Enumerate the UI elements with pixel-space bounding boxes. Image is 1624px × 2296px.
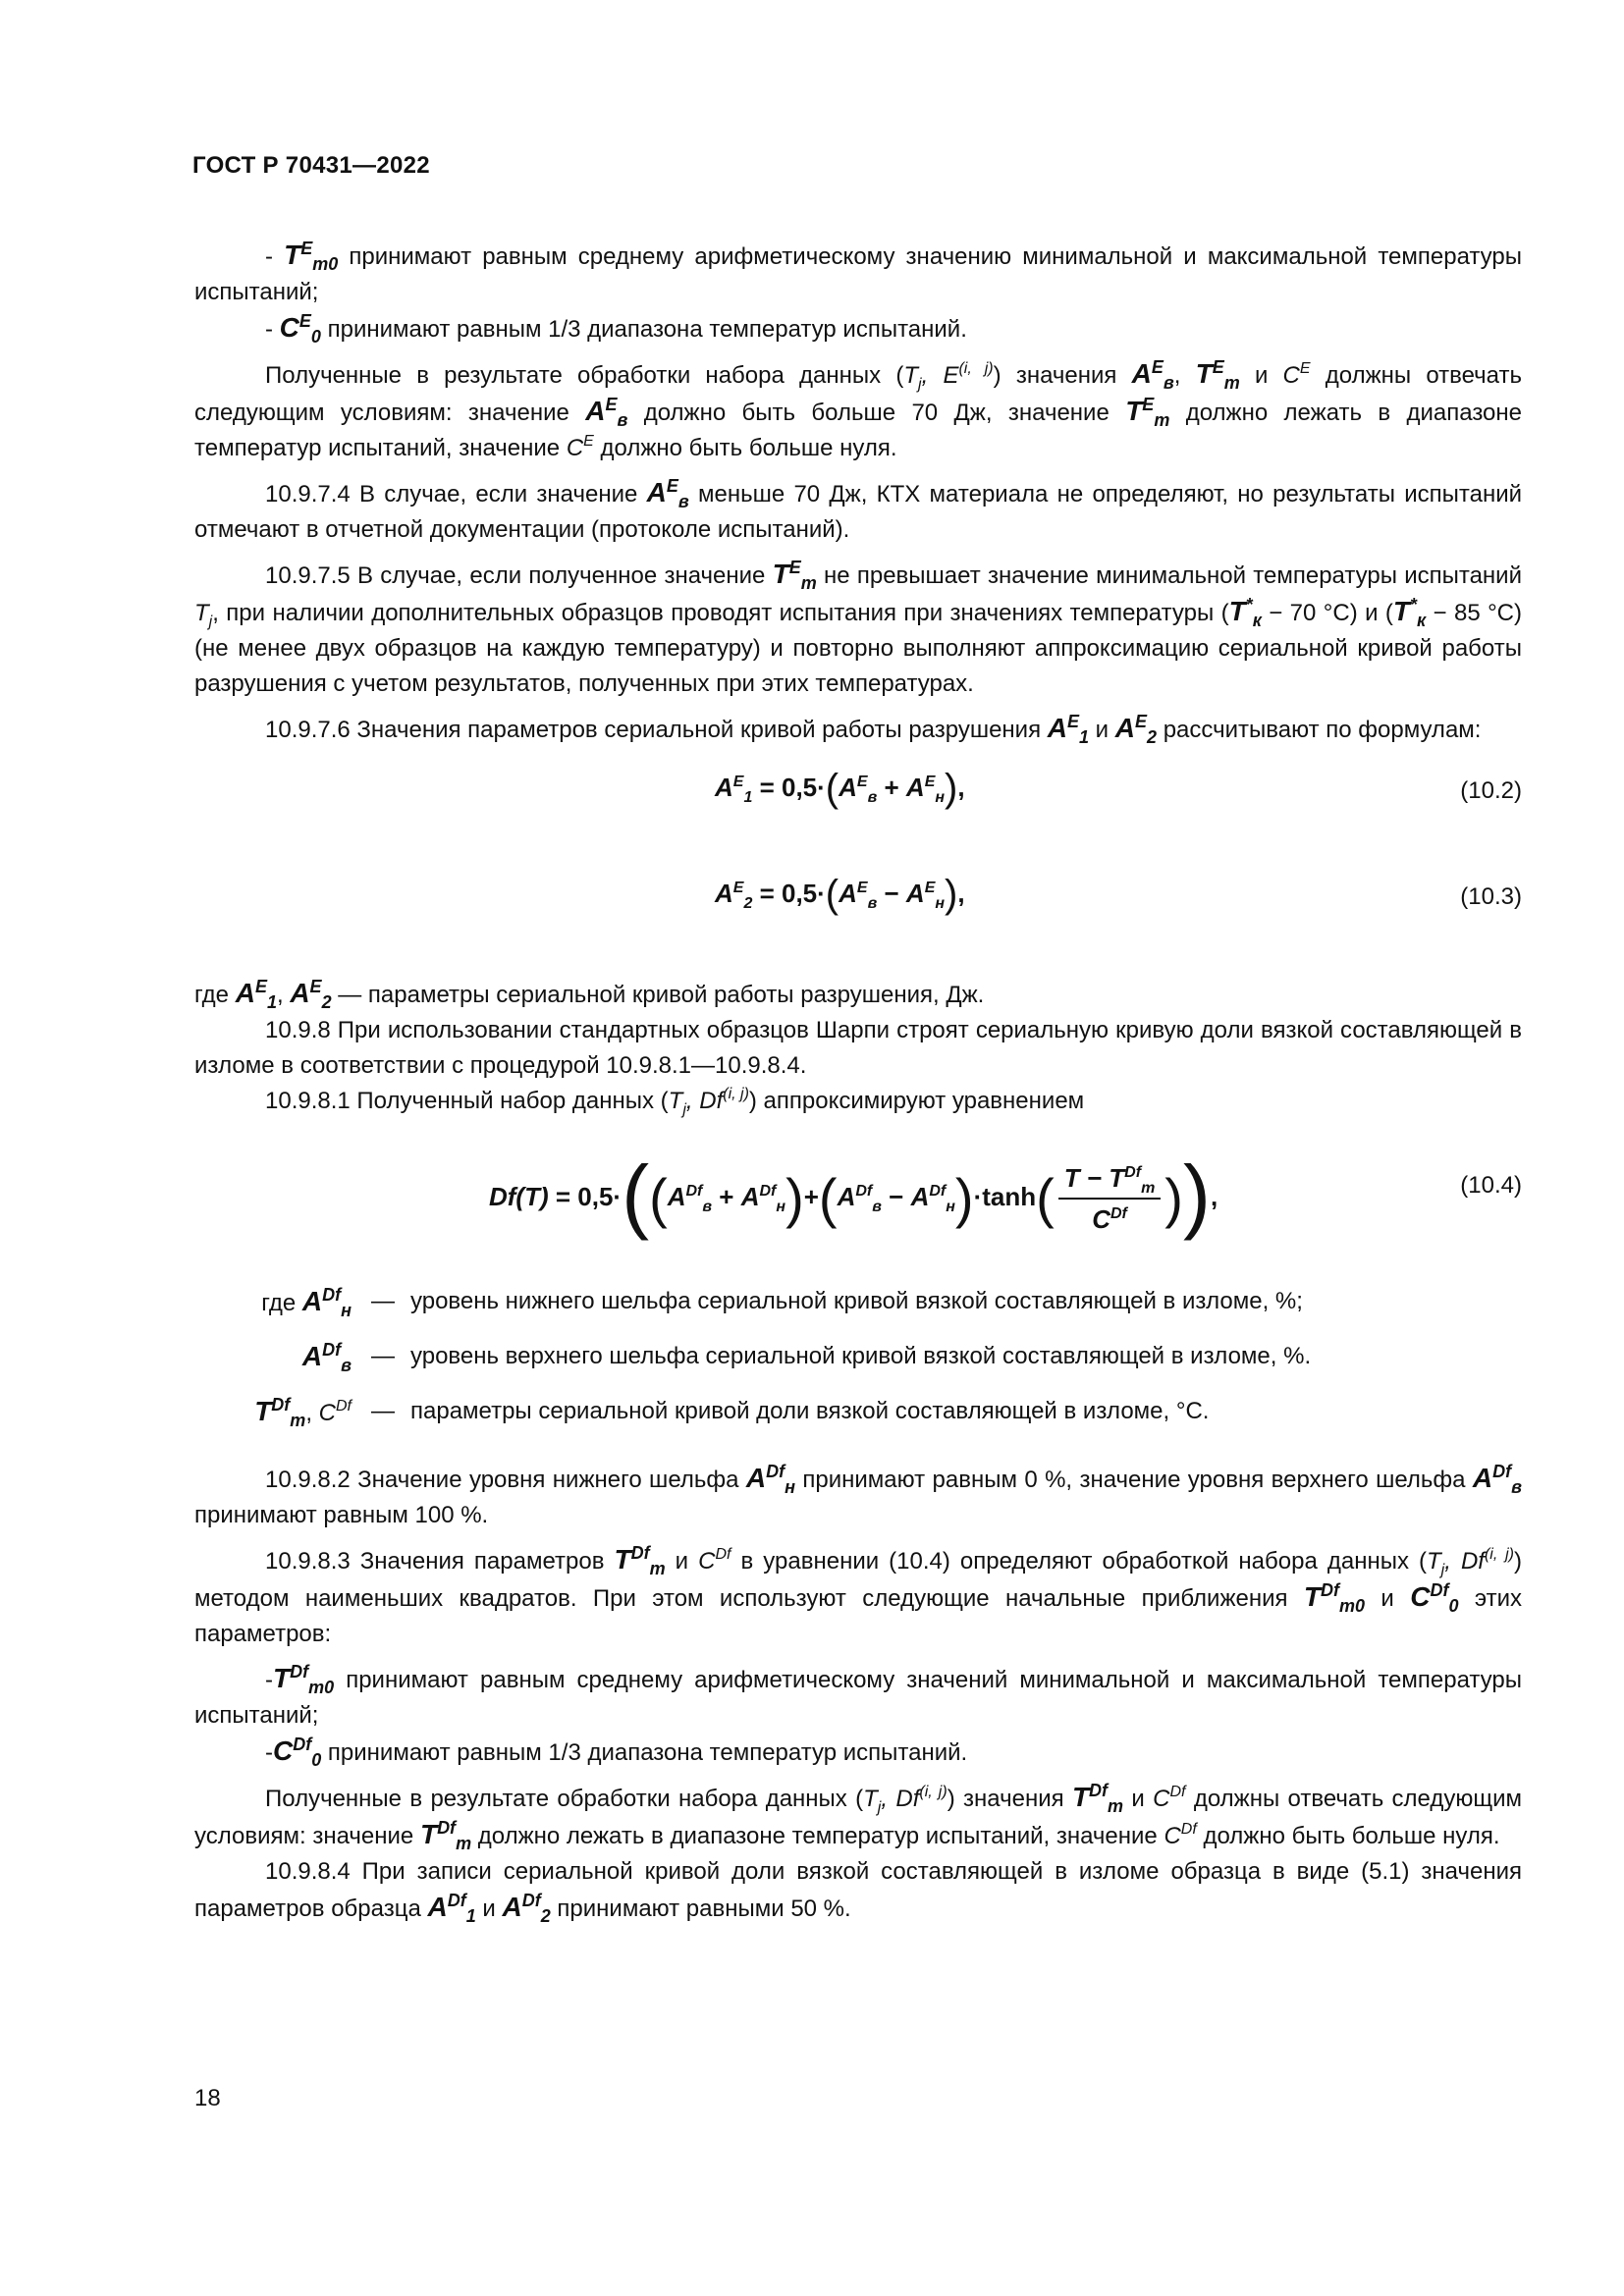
- symbol-tm0: $T^E_{m0}$: [284, 239, 339, 274]
- formula-number: (10.4): [1460, 1172, 1522, 1199]
- paragraph-conditions-df: Полученные в результате обработки набора данных ($T_j$, Df$^{(i, j)}$) значения $T^{Df}_m$ и $C^{Df}$ должны отвечать следующим условиям: значение $T^{Df}_m$ должно лежать в диапазоне температур испытаний, значение $C^{Df}$ должно быть больше нуля.: [194, 1781, 1523, 1853]
- page-number: 18: [194, 2085, 221, 2111]
- formula-10-4: [194, 1129, 1522, 1258]
- paragraph-10-9-8-2: 10.9.8.2 Значение уровня нижнего шельфа $A^{Df}_н$ принимают равным 0 %, значение уровня верхнего шельфа $A^{Df}_в$ принимают равным 100 %.: [194, 1462, 1523, 1528]
- formula-number: (10.2): [1460, 777, 1522, 804]
- paragraph-tm0-df-definition: $-T^{Df}_{m0}$ принимают равным среднему арифметическому значений минимальной и максимальной температуры испытаний;: [194, 1662, 1522, 1729]
- document-header: ГОСТ Р 70431—2022: [192, 152, 430, 179]
- paragraph-10-9-7-4: 10.9.7.4 В случае, если значение $A^E_в$ меньше 70 Дж, КТХ материала не определяют, но результаты испытаний отмечают в отчетной документации (протоколе испытаний).: [194, 476, 1523, 543]
- paragraph-c0-df-definition: $-C^{Df}_0$ принимают равным 1/3 диапазона температур испытаний.: [265, 1735, 968, 1770]
- paragraph-10-9-7-5: 10.9.7.5 В случае, если полученное значение $T^E_m$ не превышает значение минимальной температуры испытаний $T_j$, при наличии дополнительных образцов проводят испытания при значениях температуры ($T^*_к - 70$ °C) и ($T^*_к - 85$ °C) (не менее двух образцов на каждую температуру) и повторно выполняют аппроксимацию сериальной кривой работы разрушения с учетом результатов, полученных при этих температурах.: [194, 558, 1522, 697]
- paragraph-tm0-definition: - $T^E_{m0}$ принимают равным среднему арифметическому значению минимальной и максимальной температуры испытаний;: [194, 239, 1522, 305]
- formula-10-2: [194, 764, 1522, 823]
- paragraph-10-9-8-3: 10.9.8.3 Значения параметров $T^{Df}_m$ и $C^{Df}$ в уравнении (10.4) определяют обработкой набора данных ($T_j$, Df$^{(i, j)}$) методом наименьших квадратов. При этом используют следующие начальные приближения $T^{Df}_{m0}$ и $C^{Df}_0$ этих параметров:: [194, 1543, 1522, 1647]
- paragraph-10-9-8-4: 10.9.8.4 При записи сериальной кривой доли вязкой составляющей в изломе образца в виде (5.1) значения параметров образца $A^{Df}_1$ и $A^{Df}_2$ принимают равными 50 %.: [194, 1858, 1522, 1926]
- paragraph-where-a1-a2: где $A^E_1$, $A^E_2$ — параметры сериальной кривой работы разрушения, Дж.: [194, 977, 985, 1012]
- formula-10-3: [194, 870, 1522, 929]
- paragraph-10-9-8: 10.9.8 При использовании стандартных образцов Шарпи строят сериальную кривую доли вязкой составляющей в изломе в соответствии с процедурой 10.9.8.1—10.9.8.4.: [194, 1017, 1522, 1079]
- symbol-c0: $C^E_0$: [279, 311, 321, 347]
- definitions-list: [194, 1284, 1522, 1449]
- definition-row: где $A^{Df}_н$ — уровень нижнего шельфа сериальной кривой вязкой составляющей в изломе, %;: [261, 1285, 1303, 1320]
- paragraph-conditions-e: Полученные в результате обработки набора данных ($T_j$, E$^{(i, j)}$) значения $A^E_в$, $T^E_m$ и $C^E$ должны отвечать следующим условиям: значение $A^E_в$ должно быть больше 70 Дж, значение $T^E_m$ должно лежать в диапазоне температур испытаний, значение $C^E$ должно быть больше нуля.: [194, 357, 1523, 461]
- paragraph-10-9-8-1: 10.9.8.1 Полученный набор данных ($T_j$, Df$^{(i, j)}$) аппроксимируют уравнением: [265, 1086, 1085, 1118]
- fraction: $\frac{T - T^{Df}_m}{C^{Df}}$: [1058, 1160, 1162, 1237]
- formula-10-3-expression: $A^E_2 = 0,5\cdot(A^E_в - A^E_н)$,: [715, 873, 965, 916]
- formula-10-4-expression: $Df(T) = 0,5\cdot((A^{Df}_в + A^{Df}_н)+(A^{Df}_в - A^{Df}_н)\cdot\tanh$( $\frac{T - T^{Df}_m}{C^{Df}}$ )),: [489, 1148, 1218, 1241]
- document-body: [194, 238, 1522, 1936]
- definition-row: $A^{Df}_в$ — уровень верхнего шельфа сериальной кривой вязкой составляющей в изломе, %.: [301, 1340, 1312, 1375]
- formula-10-2-expression: $A^E_1 = 0,5\cdot(A^E_в + A^E_н)$,: [715, 767, 965, 810]
- formula-number: (10.3): [1460, 883, 1522, 910]
- paragraph-10-9-7-6: 10.9.7.6 Значения параметров сериальной кривой работы разрушения $A^E_1$ и $A^E_2$ рассчитывают по формулам:: [265, 712, 1482, 747]
- paragraph-c0-definition: - $C^E_0$ принимают равным 1/3 диапазона температур испытаний.: [265, 311, 967, 347]
- definition-row: $T^{Df}_m$, $C^{Df}$ — параметры сериальной кривой доли вязкой составляющей в изломе, °С.: [254, 1395, 1210, 1430]
